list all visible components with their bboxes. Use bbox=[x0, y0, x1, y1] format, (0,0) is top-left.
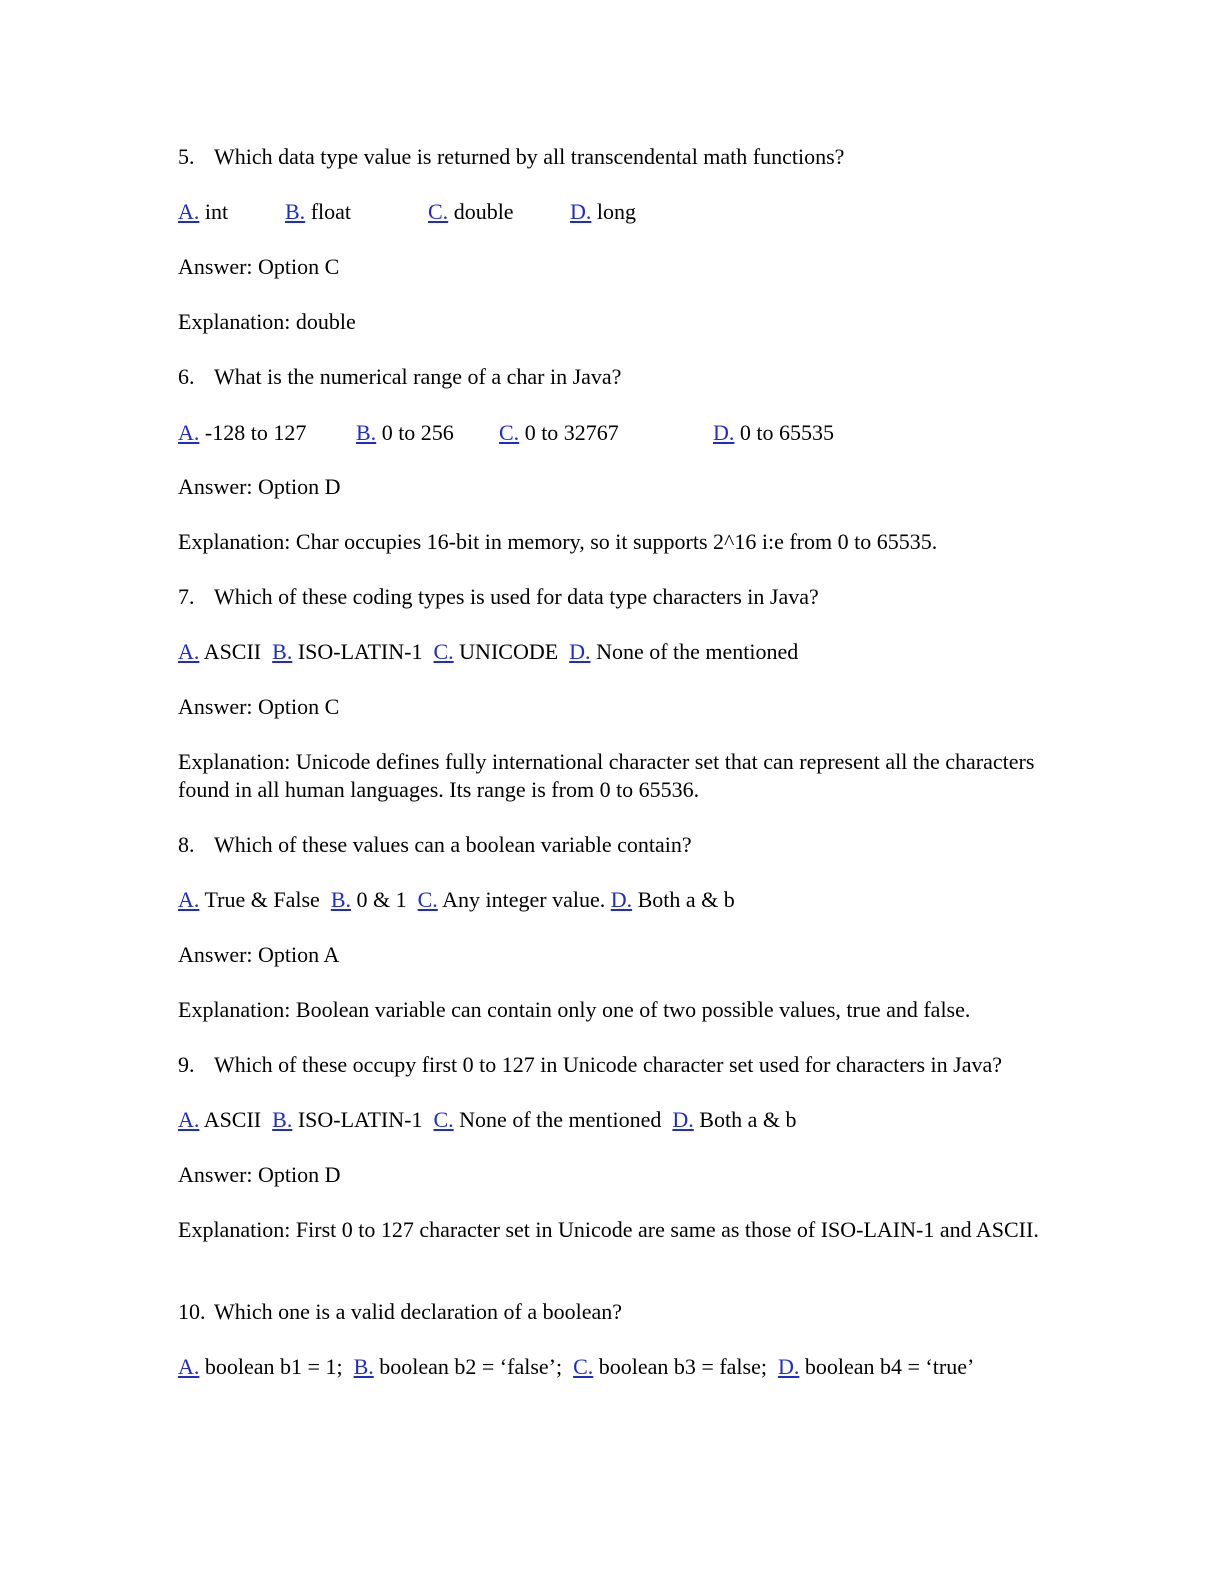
option-d-link[interactable]: D. bbox=[672, 1107, 694, 1132]
option-text: Both a & b bbox=[637, 887, 735, 912]
option-a bbox=[178, 1354, 343, 1379]
option-text: boolean b2 = ‘false’; bbox=[379, 1354, 563, 1379]
question-5 bbox=[178, 143, 844, 171]
option-c bbox=[428, 198, 514, 226]
option-text: int bbox=[204, 199, 229, 224]
question-text: Which of these occupy first 0 to 127 in Unicode character set used for characters in Java? bbox=[214, 1052, 1003, 1077]
option-text: None of the mentioned bbox=[459, 1107, 662, 1132]
options-row-6 bbox=[178, 419, 1078, 447]
option-c-link[interactable]: C. bbox=[433, 639, 454, 664]
option-text: None of the mentioned bbox=[596, 639, 799, 664]
option-c bbox=[433, 1107, 661, 1132]
options-row-10 bbox=[178, 1353, 974, 1381]
option-d bbox=[713, 419, 834, 447]
explanation-8: Explanation: Boolean variable can contain only one of two possible values, true and false. bbox=[178, 997, 971, 1022]
option-b-link[interactable]: B. bbox=[272, 639, 293, 664]
explanation-5: Explanation: double bbox=[178, 309, 356, 334]
option-a-link[interactable]: A. bbox=[178, 639, 200, 664]
option-b bbox=[331, 887, 407, 912]
option-a-link[interactable]: A. bbox=[178, 1354, 200, 1379]
question-number: 9. bbox=[178, 1052, 195, 1077]
option-text: ASCII bbox=[203, 639, 262, 664]
question-7 bbox=[178, 583, 819, 611]
option-c bbox=[499, 419, 619, 447]
question-text: Which of these values can a boolean variable contain? bbox=[214, 832, 692, 857]
option-a bbox=[178, 419, 306, 447]
option-text: 0 to 256 bbox=[381, 420, 454, 445]
option-b bbox=[285, 198, 351, 226]
option-c bbox=[573, 1354, 767, 1379]
option-text: Any integer value. bbox=[442, 887, 606, 912]
option-text: 0 to 65535 bbox=[739, 420, 835, 445]
option-b-link[interactable]: B. bbox=[285, 199, 306, 224]
option-d-link[interactable]: D. bbox=[610, 887, 633, 912]
option-c-link[interactable]: C. bbox=[433, 1107, 454, 1132]
question-text: Which one is a valid declaration of a boolean? bbox=[214, 1299, 623, 1324]
option-d bbox=[570, 198, 636, 226]
option-d-link[interactable]: D. bbox=[777, 1354, 800, 1379]
option-text: boolean b3 = false; bbox=[598, 1354, 767, 1379]
question-10 bbox=[178, 1298, 622, 1326]
option-text: float bbox=[310, 199, 352, 224]
option-text: True & False bbox=[204, 887, 320, 912]
option-text: ASCII bbox=[203, 1107, 262, 1132]
question-number: 6. bbox=[178, 364, 195, 389]
option-text: ISO-LATIN-1 bbox=[297, 1107, 423, 1132]
question-text: Which data type value is returned by all transcendental math functions? bbox=[214, 144, 845, 169]
question-text: Which of these coding types is used for data type characters in Java? bbox=[214, 584, 819, 609]
option-a bbox=[178, 1107, 261, 1132]
option-b-link[interactable]: B. bbox=[330, 887, 351, 912]
options-row-8 bbox=[178, 886, 735, 914]
answer-7: Answer: Option C bbox=[178, 694, 340, 719]
explanation-6: Explanation: Char occupies 16-bit in memory, so it supports 2^16 i:e from 0 to 65535. bbox=[178, 529, 938, 554]
option-a bbox=[178, 198, 228, 226]
option-a-link[interactable]: A. bbox=[178, 887, 200, 912]
answer-5: Answer: Option C bbox=[178, 254, 340, 279]
option-b bbox=[272, 639, 422, 664]
option-text: -128 to 127 bbox=[204, 420, 307, 445]
options-row-9 bbox=[178, 1106, 796, 1134]
option-text: Both a & b bbox=[699, 1107, 797, 1132]
option-d bbox=[672, 1107, 796, 1132]
option-d bbox=[611, 887, 735, 912]
option-b-link[interactable]: B. bbox=[353, 1354, 374, 1379]
option-d-link[interactable]: D. bbox=[713, 420, 735, 445]
explanation-9: Explanation: First 0 to 127 character set in Unicode are same as those of ISO-LAIN-1 and ASCII. bbox=[178, 1217, 1039, 1242]
option-c-link[interactable]: C. bbox=[417, 887, 438, 912]
option-c bbox=[418, 887, 606, 912]
option-b bbox=[354, 1354, 563, 1379]
option-a-link[interactable]: A. bbox=[178, 199, 200, 224]
question-8 bbox=[178, 831, 692, 859]
question-number: 10. bbox=[178, 1299, 206, 1324]
question-number: 5. bbox=[178, 144, 195, 169]
options-row-7 bbox=[178, 638, 798, 666]
option-d-link[interactable]: D. bbox=[569, 639, 591, 664]
option-text: double bbox=[453, 199, 514, 224]
question-6 bbox=[178, 363, 621, 391]
answer-9: Answer: Option D bbox=[178, 1162, 341, 1187]
question-9 bbox=[178, 1051, 1002, 1079]
option-text: 0 to 32767 bbox=[524, 420, 619, 445]
option-text: long bbox=[596, 199, 637, 224]
answer-8: Answer: Option A bbox=[178, 942, 340, 967]
answer-6: Answer: Option D bbox=[178, 474, 341, 499]
option-d-link[interactable]: D. bbox=[570, 199, 592, 224]
option-c bbox=[433, 639, 558, 664]
question-text: What is the numerical range of a char in Java? bbox=[214, 364, 622, 389]
explanation-7: Explanation: Unicode defines fully international character set that can represent all the characters found in all human languages. Its range is from 0 to 65536. bbox=[178, 749, 1035, 802]
option-c-link[interactable]: C. bbox=[499, 420, 520, 445]
option-text: boolean b1 = 1; bbox=[204, 1354, 343, 1379]
option-text: 0 & 1 bbox=[356, 887, 407, 912]
question-number: 8. bbox=[178, 832, 195, 857]
option-b-link[interactable]: B. bbox=[356, 420, 377, 445]
option-a-link[interactable]: A. bbox=[178, 420, 200, 445]
option-c-link[interactable]: C. bbox=[573, 1354, 594, 1379]
option-text: boolean b4 = ‘true’ bbox=[804, 1354, 975, 1379]
question-number: 7. bbox=[178, 584, 195, 609]
option-b bbox=[356, 419, 454, 447]
option-b-link[interactable]: B. bbox=[272, 1107, 293, 1132]
option-a bbox=[178, 887, 320, 912]
option-text: ISO-LATIN-1 bbox=[297, 639, 423, 664]
option-d bbox=[569, 639, 798, 664]
options-row-5 bbox=[178, 198, 1078, 226]
option-text: UNICODE bbox=[459, 639, 559, 664]
option-a-link[interactable]: A. bbox=[178, 1107, 200, 1132]
option-d bbox=[778, 1354, 974, 1379]
option-c-link[interactable]: C. bbox=[428, 199, 449, 224]
option-a bbox=[178, 639, 261, 664]
option-b bbox=[272, 1107, 422, 1132]
